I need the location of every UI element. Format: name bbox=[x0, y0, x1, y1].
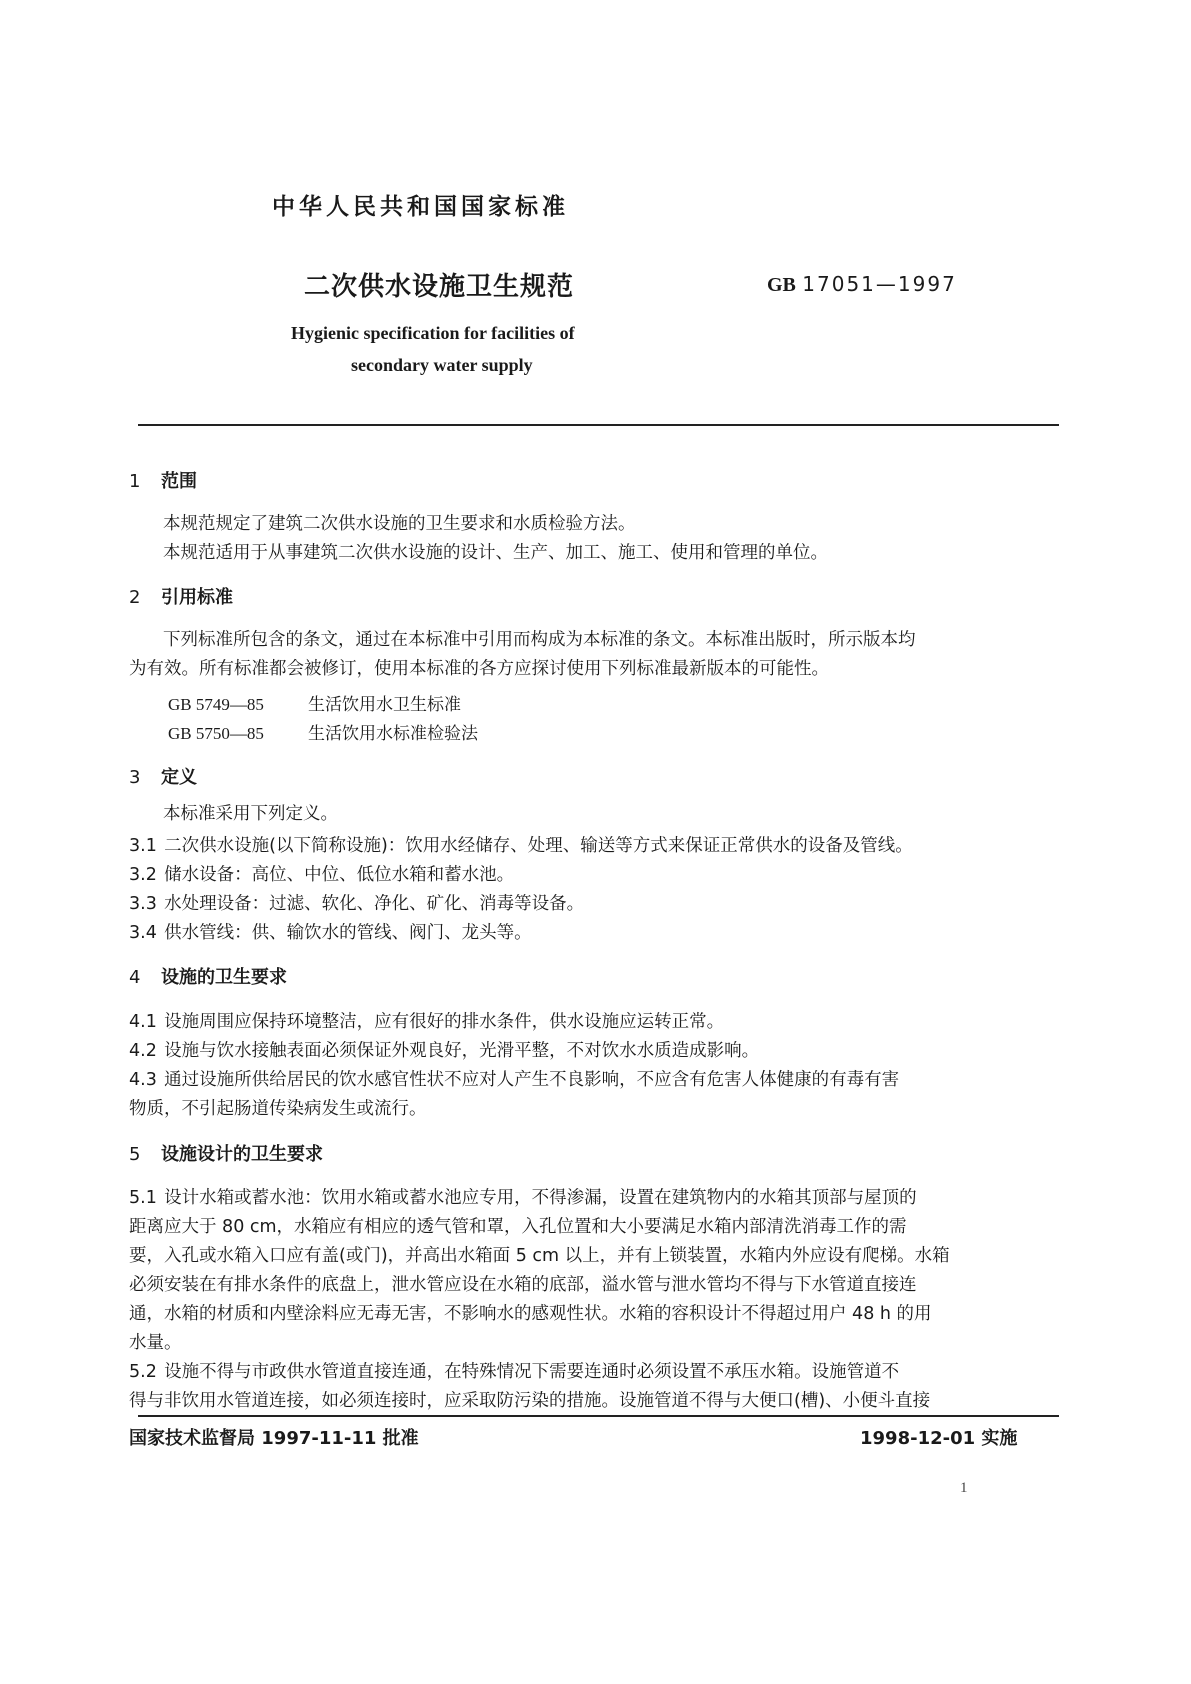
standard-code-prefix: GB bbox=[767, 274, 796, 296]
clause-4-3-continuation: 物质，不引起肠道传染病发生或流行。 bbox=[129, 1099, 427, 1119]
english-title-line1: Hygienic specification for facilities of bbox=[291, 323, 575, 343]
section-heading-4 bbox=[129, 963, 287, 989]
reference-code: GB 5749—85 bbox=[168, 695, 264, 714]
standard-code bbox=[767, 272, 957, 297]
section-number: 3 bbox=[129, 767, 141, 788]
clause-5-2-line: 得与非饮用水管道连接，如必须连接时，应采取防污染的措施。设施管道不得与大便口(槽)、小便斗直接 bbox=[129, 1391, 931, 1411]
header-divider bbox=[138, 424, 1059, 426]
clause-4-2 bbox=[129, 1037, 759, 1062]
section-heading-3 bbox=[129, 763, 197, 789]
reference-title: 生活饮用水卫生标准 bbox=[308, 695, 461, 715]
clause-number: 4.2 bbox=[129, 1041, 157, 1061]
clause-text: 供水管线：供、输饮水的管线、阀门、龙头等。 bbox=[164, 923, 532, 943]
clause-number: 4.1 bbox=[129, 1012, 157, 1032]
section-title: 设施的卫生要求 bbox=[161, 967, 287, 988]
section-number: 1 bbox=[129, 471, 141, 492]
references-paragraph-line2: 为有效。所有标准都会被修订，使用本标准的各方应探讨使用下列标准最新版本的可能性。 bbox=[129, 659, 829, 679]
definition-3-3 bbox=[129, 890, 584, 915]
footer-divider bbox=[138, 1415, 1059, 1417]
clause-5-1-line: 必须安装在有排水条件的底盘上，泄水管应设在水箱的底部，溢水管与泄水管均不得与下水管道直接连 bbox=[129, 1275, 917, 1295]
clause-number: 4.3 bbox=[129, 1070, 157, 1090]
section-heading-2 bbox=[129, 583, 233, 609]
clause-number: 3.4 bbox=[129, 923, 157, 943]
section-heading-5 bbox=[129, 1140, 323, 1166]
clause-text: 水处理设备：过滤、软化、净化、矿化、消毒等设备。 bbox=[164, 894, 585, 914]
clause-number: 5.2 bbox=[129, 1362, 157, 1382]
clause-5-1-line: 要，入孔或水箱入口应有盖(或门)，并高出水箱面 5 cm 以上，并有上锁装置，水箱内外应设有爬梯。水箱 bbox=[129, 1246, 950, 1266]
implementation-line: 1998-12-01 实施 bbox=[860, 1428, 1018, 1449]
section-title: 引用标准 bbox=[161, 587, 233, 608]
page-number: 1 bbox=[960, 1480, 968, 1496]
definition-3-4 bbox=[129, 919, 532, 944]
reference-item bbox=[168, 690, 461, 715]
clause-4-3 bbox=[129, 1066, 899, 1091]
national-standard-label: 中华人民共和国国家标准 bbox=[272, 194, 569, 220]
reference-item bbox=[168, 719, 478, 744]
clause-text: 储水设备：高位、中位、低位水箱和蓄水池。 bbox=[164, 865, 515, 885]
page-title: 二次供水设施卫生规范 bbox=[304, 272, 575, 302]
clause-5-1-line: 水量。 bbox=[129, 1333, 182, 1353]
section-title: 定义 bbox=[161, 767, 197, 788]
clause-text: 设施周围应保持环境整洁，应有很好的排水条件，供水设施应运转正常。 bbox=[164, 1012, 725, 1032]
clause-5-1-line: 通，水箱的材质和内壁涂料应无毒无害，不影响水的感观性状。水箱的容积设计不得超过用户 48 h 的用 bbox=[129, 1304, 932, 1324]
clause-5-1 bbox=[129, 1184, 917, 1209]
references-paragraph-line1: 下列标准所包含的条文，通过在本标准中引用而构成为本标准的条文。本标准出版时，所示版本均 bbox=[163, 630, 916, 650]
standard-code-number: 17051—1997 bbox=[802, 272, 957, 296]
clause-number: 3.2 bbox=[129, 865, 157, 885]
clause-number: 3.1 bbox=[129, 836, 157, 856]
clause-5-2 bbox=[129, 1358, 899, 1383]
reference-code: GB 5750—85 bbox=[168, 724, 264, 743]
clause-text: 设计水箱或蓄水池：饮用水箱或蓄水池应专用，不得渗漏，设置在建筑物内的水箱其顶部与屋顶的 bbox=[164, 1188, 917, 1208]
definition-3-1 bbox=[129, 832, 913, 857]
scope-paragraph-2: 本规范适用于从事建筑二次供水设施的设计、生产、加工、施工、使用和管理的单位。 bbox=[163, 543, 828, 563]
section-number: 4 bbox=[129, 967, 141, 988]
approval-line: 国家技术监督局 1997-11-11 批准 bbox=[129, 1428, 419, 1449]
clause-text: 通过设施所供给居民的饮水感官性状不应对人产生不良影响，不应含有危害人体健康的有毒有害 bbox=[164, 1070, 900, 1090]
clause-number: 3.3 bbox=[129, 894, 157, 914]
section-title: 范围 bbox=[161, 471, 197, 492]
clause-text: 设施不得与市政供水管道直接连通，在特殊情况下需要连通时必须设置不承压水箱。设施管道不 bbox=[164, 1362, 900, 1382]
clause-number: 5.1 bbox=[129, 1188, 157, 1208]
reference-title: 生活饮用水标准检验法 bbox=[308, 724, 478, 744]
definitions-intro: 本标准采用下列定义。 bbox=[163, 804, 338, 824]
clause-5-1-line: 距离应大于 80 cm，水箱应有相应的透气管和罩，入孔位置和大小要满足水箱内部清洗消毒工作的需 bbox=[129, 1217, 907, 1237]
clause-4-1 bbox=[129, 1008, 724, 1033]
scope-paragraph-1: 本规范规定了建筑二次供水设施的卫生要求和水质检验方法。 bbox=[163, 514, 636, 534]
definition-3-2 bbox=[129, 861, 514, 886]
section-number: 2 bbox=[129, 587, 141, 608]
section-number: 5 bbox=[129, 1144, 141, 1165]
english-title-line2: secondary water supply bbox=[351, 355, 533, 375]
section-heading-1 bbox=[129, 467, 197, 493]
clause-text: 二次供水设施(以下简称设施)：饮用水经储存、处理、输送等方式来保证正常供水的设备及管线。 bbox=[164, 836, 913, 856]
section-title: 设施设计的卫生要求 bbox=[161, 1144, 323, 1165]
clause-text: 设施与饮水接触表面必须保证外观良好，光滑平整，不对饮水水质造成影响。 bbox=[164, 1041, 760, 1061]
